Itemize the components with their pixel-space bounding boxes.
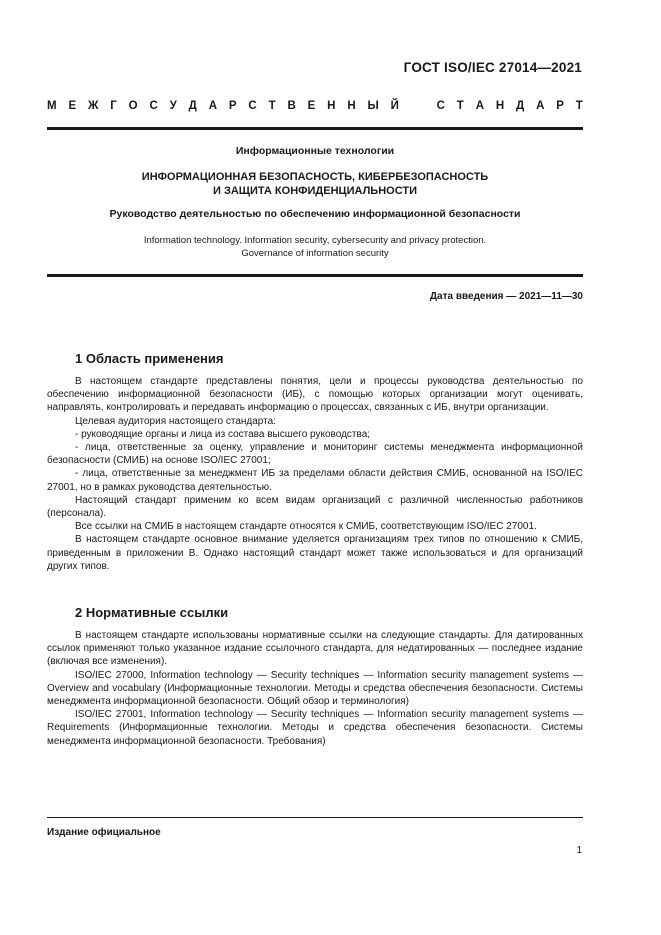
official-edition: Издание официальное — [47, 827, 161, 838]
banner-letter: О — [128, 100, 138, 112]
interstate-standard-banner — [47, 100, 583, 112]
reference-item: ISO/IEC 27000, Information technology — Security techniques — Information security management systems — Overview and vocabulary (Информационные технологии. Методы и средства обеспечения безопасности. Системы менеджмента информационной безопасности. Общий обзор и терминология) — [47, 669, 583, 708]
banner-letter: Е — [307, 100, 316, 112]
paragraph: В настоящем стандарте основное внимание уделяется организациям трех типов по отношению к СМИБ, приведенным в приложении В. Однако настоящий стандарт может также использоваться и для организаций других типов. — [47, 534, 583, 572]
banner-letter: Й — [390, 100, 399, 112]
banner-letter: Р — [556, 100, 564, 112]
english-title-line-1: Information technology. Information security, cybersecurity and privacy protection. — [143, 235, 487, 246]
banner-letter: Д — [188, 100, 197, 112]
banner-letter: Ж — [87, 100, 99, 112]
banner-letter: Н — [495, 100, 505, 112]
title-line-1: ИНФОРМАЦИОННАЯ БЕЗОПАСНОСТЬ, КИБЕРБЕЗОПАСНОСТЬ — [141, 171, 489, 183]
reference-item: ISO/IEC 27001, Information technology — Security techniques — Information security management systems — Requirements (Информационные технологии. Методы и средства обеспечения безопасности. Системы менеджмента информационной безопасности. Требования) — [47, 709, 583, 747]
paragraph: Целевая аудитория настоящего стандарта: — [75, 415, 276, 427]
banner-letter: Т — [456, 100, 464, 112]
list-item: - лица, ответственные за оценку, управление и мониторинг системы менеджмента информационной безопасности (СМИБ) на основе ISO/IEC 27001; — [47, 442, 583, 467]
title-rule — [47, 274, 583, 277]
footer-rule — [47, 817, 583, 818]
section-heading: 2 Нормативные ссылки — [75, 605, 229, 620]
banner-letter: Н — [327, 100, 336, 112]
banner-letter: А — [208, 100, 218, 112]
subject: Информационные технологии — [235, 145, 395, 157]
banner-letter: А — [475, 100, 484, 112]
banner-letter: Д — [516, 100, 525, 112]
document-subtitle: Руководство деятельностью по обеспечению информационной безопасности — [109, 208, 521, 220]
banner-letter: Н — [347, 100, 356, 112]
banner-letter: Т — [575, 100, 583, 112]
banner-letter: С — [149, 100, 158, 112]
list-item: - руководящие органы и лица из состава высшего руководства; — [75, 428, 371, 440]
paragraph: В настоящем стандарте представлены понятия, цели и процессы руководства деятельностью по обеспечению информационной безопасности (ИБ), с помощью которых организации могут оценивать, направлять, контролировать и передавать информацию о процессах, связанных с ИБ, внутри организации. — [47, 376, 583, 414]
paragraph: В настоящем стандарте использованы нормативные ссылки на следующие стандарты. Для датированных ссылок применяют только указанное издание ссылочного стандарта, для недатированных — последнее издание (включая все изменения). — [47, 630, 583, 668]
paragraph: Настоящий стандарт применим ко всем видам организаций с различной численностью работников (персонала). — [47, 494, 583, 520]
paragraph: Все ссылки на СМИБ в настоящем стандарте относятся к СМИБ, соответствующим ISO/IEC 27001. — [75, 521, 537, 533]
banner-letter: Р — [228, 100, 237, 112]
banner-letter: Е — [68, 100, 77, 112]
english-title — [47, 235, 583, 260]
section-normative-references — [47, 605, 583, 748]
banner-letter: Г — [110, 100, 117, 112]
banner-letter: А — [536, 100, 545, 112]
section-heading: 1 Область применения — [75, 351, 224, 366]
banner-letter: У — [169, 100, 177, 112]
english-title-line-2: Governance of information security — [241, 247, 389, 259]
introduction-date: Дата введения — 2021—11—30 — [429, 291, 583, 302]
list-item: - лица, ответственные за менеджмент ИБ за пределами области действия СМИБ, основанной на ISO/IEC 27001, но в рамках руководства деятельностью. — [47, 468, 583, 493]
banner-letter: В — [287, 100, 296, 112]
banner-letter: С — [436, 100, 445, 112]
banner-letter: Т — [268, 100, 276, 112]
document-title — [47, 170, 583, 198]
page-number: 1 — [576, 845, 582, 856]
banner-letter: С — [248, 100, 257, 112]
banner-letter: М — [47, 100, 57, 112]
title-line-2: И ЗАЩИТА КОНФИДЕНЦИАЛЬНОСТИ — [212, 185, 417, 197]
banner-gap — [411, 100, 425, 112]
header-rule — [47, 127, 583, 130]
standard-id: ГОСТ ISO/IEC 27014—2021 — [403, 60, 582, 75]
section-scope — [47, 351, 583, 573]
banner-letter: Ы — [367, 100, 379, 112]
